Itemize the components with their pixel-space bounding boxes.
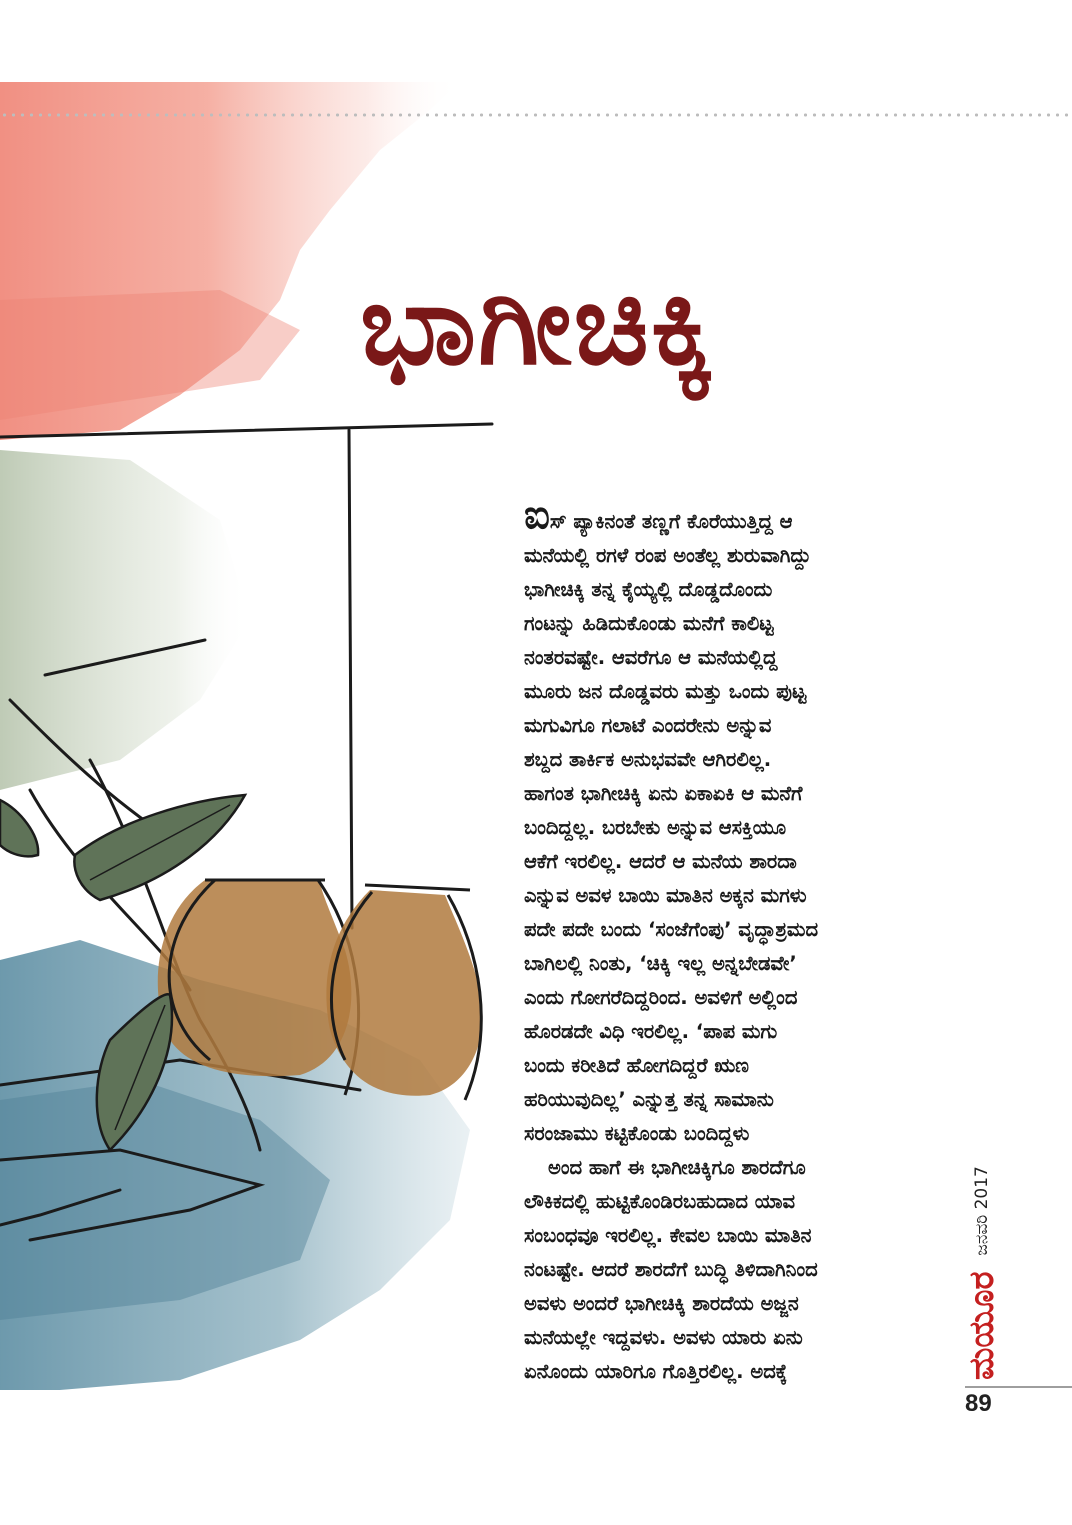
text-line: ಬಂದಿದ್ದಲ್ಲ. ಬರಬೇಕು ಅನ್ನುವ ಆಸಕ್ತಿಯೂ [524, 816, 787, 839]
text-line: ನಂಟಷ್ಟೇ. ಆದರೆ ಶಾರದೆಗೆ ಬುದ್ಧಿ ತಿಳಿದಾಗಿನಿಂದ [524, 1258, 818, 1281]
dropcap: ಐ [524, 492, 550, 538]
text-line: ಏನೊಂದು ಯಾರಿಗೂ ಗೊತ್ತಿರಲಿಲ್ಲ. ಅದಕ್ಕೆ [524, 1360, 788, 1383]
text-line: ಹರಿಯುವುದಿಲ್ಲ’ ಎನ್ನುತ್ತ ತನ್ನ ಸಾಮಾನು [524, 1088, 774, 1111]
text-line: ಸಂಬಂಧವೂ ಇರಲಿಲ್ಲ. ಕೇವಲ ಬಾಯಿ ಮಾತಿನ [524, 1224, 812, 1247]
text-line: ಎನ್ನುವ ಅವಳ ಬಾಯಿ ಮಾತಿನ ಅಕ್ಕನ ಮಗಳು [524, 884, 807, 907]
paragraph-2 [524, 1151, 916, 1389]
text-line: ಮನೆಯಲ್ಲಿ ರಗಳೆ ರಂಪ ಅಂತೆಲ್ಲ ಶುರುವಾಗಿದ್ದು [524, 544, 811, 567]
text-line: ಮಗುವಿಗೂ ಗಲಾಟೆ ಎಂದರೇನು ಅನ್ನುವ [524, 714, 772, 737]
dotted-rule [0, 113, 1072, 117]
text-line: ಹಾಗಂತ ಭಾಗೀಚಿಕ್ಕಿ ಏನು ಏಕಾಏಕಿ ಆ ಮನೆಗೆ [524, 782, 803, 805]
text-line: ಲೌಕಿಕದಲ್ಲಿ ಹುಟ್ಟಿಕೊಂಡಿರಬಹುದಾದ ಯಾವ [524, 1190, 796, 1213]
text-line: ನಂತರವಷ್ಟೇ. ಆವರೆಗೂ ಆ ಮನೆಯಲ್ಲಿದ್ದ [524, 646, 778, 669]
text-line: ಆಕೆಗೆ ಇರಲಿಲ್ಲ. ಆದರೆ ಆ ಮನೆಯ ಶಾರದಾ [524, 850, 797, 873]
text-line: ಶಬ್ದದ ತಾರ್ಕಿಕ ಅನುಭವವೇ ಆಗಿರಲಿಲ್ಲ. [524, 748, 772, 771]
page-number: 89 [965, 1390, 992, 1417]
text-line: ಹೊರಡದೇ ವಿಧಿ ಇರಲಿಲ್ಲ. ‘ಪಾಪ ಮಗು [524, 1020, 778, 1043]
text-line: ಎಂದು ಗೋಗರೆದಿದ್ದರಿಂದ. ಅವಳಿಗೆ ಅಲ್ಲಿಂದ [524, 986, 798, 1009]
text-line: ಮೂರು ಜನ ದೊಡ್ಡವರು ಮತ್ತು ಒಂದು ಪುಟ್ಟ [524, 680, 807, 703]
text-line: ಪದೇ ಪದೇ ಬಂದು ‘ಸಂಜೆಗೆಂಪು’ ವೃದ್ಧಾಶ್ರಮದ [524, 918, 819, 941]
article-title: ಭಾಗೀಚಿಕ್ಕಿ [360, 260, 716, 390]
text-line: ಅವಳು ಅಂದರೆ ಭಾಗೀಚಿಕ್ಕಿ ಶಾರದೆಯ ಅಜ್ಜನ [524, 1292, 799, 1315]
running-head [962, 1120, 1002, 1380]
text-line: ಐಸ್ ಪ್ಯಾಕಿನಂತೆ ತಣ್ಣಗೆ ಕೊರೆಯುತ್ತಿದ್ದ ಆ [524, 492, 793, 538]
text-line: ಭಾಗೀಚಿಕ್ಕಿ ತನ್ನ ಕೈಯ್ಯಲ್ಲಿ ದೊಡ್ಡದೊಂದು [524, 578, 773, 601]
paragraph-1 [524, 492, 916, 1151]
text-line: ಸರಂಜಾಮು ಕಟ್ಟಿಕೊಂಡು ಬಂದಿದ್ದಳು [524, 1122, 750, 1145]
article-body [524, 492, 916, 1389]
text-line: ಮನೆಯಲ್ಲೇ ಇದ್ದವಳು. ಅವಳು ಯಾರು ಏನು [524, 1326, 803, 1349]
text-line: ಬಾಗಿಲಲ್ಲಿ ನಿಂತು, ‘ಚಿಕ್ಕಿ ಇಲ್ಲ ಅನ್ನಬೇಡವೇ’ [524, 952, 797, 975]
text-line: ಗಂಟನ್ನು ಹಿಡಿದುಕೊಂಡು ಮನೆಗೆ ಕಾಲಿಟ್ಟ [524, 612, 774, 635]
text-line: ಬಂದು ಕರೀತಿದೆ ಹೋಗದಿದ್ದರೆ ಋಣ [524, 1054, 749, 1077]
issue-date: ಜನವರಿ 2017 [972, 1166, 992, 1256]
clay-pot-right [326, 885, 482, 1100]
folio-rule [965, 1386, 1072, 1388]
text-line: ಅಂದ ಹಾಗೆ ಈ ಭಾಗೀಚಿಕ್ಕಿಗೂ ಶಾರದೆಗೂ [548, 1156, 806, 1179]
magazine-name: ಮಯೂರ [962, 1271, 1002, 1380]
